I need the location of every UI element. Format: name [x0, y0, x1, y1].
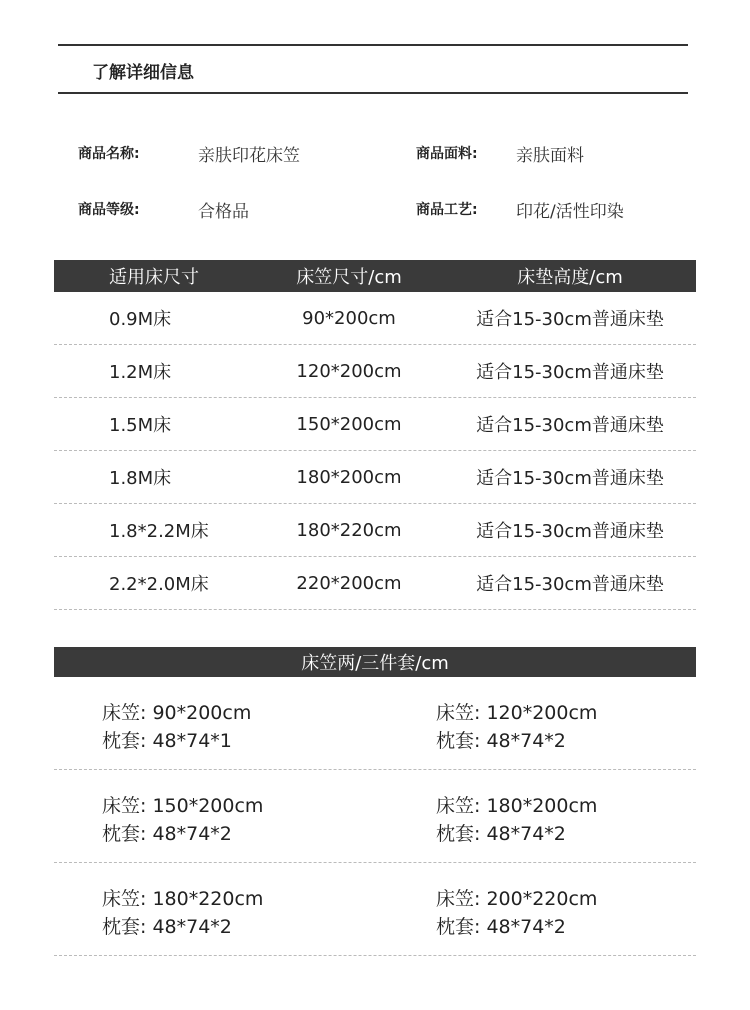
set-cell [436, 885, 597, 941]
info-label: 商品工艺: [416, 202, 478, 218]
cell-bed-size: 1.5M床 [109, 415, 172, 436]
table-row [54, 345, 696, 398]
product-info [0, 140, 750, 252]
sheet-spec: 床笠: 120*200cm [436, 702, 598, 724]
set-cell [102, 792, 263, 848]
table-row [54, 292, 696, 345]
set-cell [102, 885, 263, 941]
header-mattress-height: 床垫高度/cm [517, 267, 623, 288]
set-cell [102, 699, 251, 755]
info-row [0, 196, 750, 252]
table-row [54, 504, 696, 557]
cell-bed-size: 0.9M床 [109, 309, 172, 330]
pillow-spec: 枕套: 48*74*2 [436, 730, 566, 752]
info-item-craft [416, 196, 624, 222]
info-label: 商品等级: [78, 202, 140, 218]
pillow-spec: 枕套: 48*74*2 [102, 823, 232, 845]
size-table [54, 260, 696, 610]
info-label: 商品面料: [416, 146, 478, 162]
size-table-header [54, 260, 696, 292]
cell-sheet-size: 150*200cm [296, 413, 402, 435]
bottom-rule [58, 92, 688, 94]
sheet-spec: 床笠: 90*200cm [102, 702, 252, 724]
info-value: 印花/活性印染 [516, 201, 624, 222]
sheet-spec: 床笠: 180*200cm [436, 795, 598, 817]
pillow-spec: 枕套: 48*74*2 [436, 823, 566, 845]
table-row [54, 451, 696, 504]
sheet-spec: 床笠: 150*200cm [102, 795, 264, 817]
cell-bed-size: 1.2M床 [109, 362, 172, 383]
info-item-grade [78, 196, 249, 222]
set-table-header [54, 647, 696, 677]
set-header-title: 床笠两/三件套/cm [301, 653, 449, 674]
cell-sheet-size: 180*220cm [296, 519, 402, 541]
set-row [54, 770, 696, 863]
info-value: 合格品 [198, 201, 249, 222]
pillow-spec: 枕套: 48*74*2 [102, 916, 232, 938]
cell-mattress-height: 适合15-30cm普通床垫 [476, 309, 664, 330]
cell-bed-size: 1.8*2.2M床 [109, 521, 209, 542]
header-bed-size: 适用床尺寸 [109, 267, 199, 288]
section-title: 了解详细信息 [92, 63, 194, 83]
cell-mattress-height: 适合15-30cm普通床垫 [476, 362, 664, 383]
sheet-spec: 床笠: 200*220cm [436, 888, 598, 910]
info-value: 亲肤印花床笠 [198, 145, 300, 166]
table-row [54, 557, 696, 610]
table-row [54, 398, 696, 451]
cell-mattress-height: 适合15-30cm普通床垫 [476, 415, 664, 436]
set-row [54, 863, 696, 956]
info-row [0, 140, 750, 196]
cell-sheet-size: 120*200cm [296, 360, 402, 382]
pillow-spec: 枕套: 48*74*1 [102, 730, 232, 752]
cell-bed-size: 2.2*2.0M床 [109, 574, 209, 595]
cell-sheet-size: 180*200cm [296, 466, 402, 488]
info-item-fabric [416, 140, 584, 166]
top-rule [58, 44, 688, 46]
set-row [54, 677, 696, 770]
set-table [54, 647, 696, 956]
info-item-name [78, 140, 300, 166]
set-cell [436, 792, 597, 848]
cell-mattress-height: 适合15-30cm普通床垫 [476, 574, 664, 595]
cell-mattress-height: 适合15-30cm普通床垫 [476, 468, 664, 489]
cell-bed-size: 1.8M床 [109, 468, 172, 489]
info-value: 亲肤面料 [516, 145, 584, 166]
header-sheet-size: 床笠尺寸/cm [296, 267, 402, 288]
cell-sheet-size: 220*200cm [296, 572, 402, 594]
sheet-spec: 床笠: 180*220cm [102, 888, 264, 910]
info-label: 商品名称: [78, 146, 140, 162]
cell-sheet-size: 90*200cm [302, 307, 396, 329]
cell-mattress-height: 适合15-30cm普通床垫 [476, 521, 664, 542]
pillow-spec: 枕套: 48*74*2 [436, 916, 566, 938]
set-cell [436, 699, 597, 755]
